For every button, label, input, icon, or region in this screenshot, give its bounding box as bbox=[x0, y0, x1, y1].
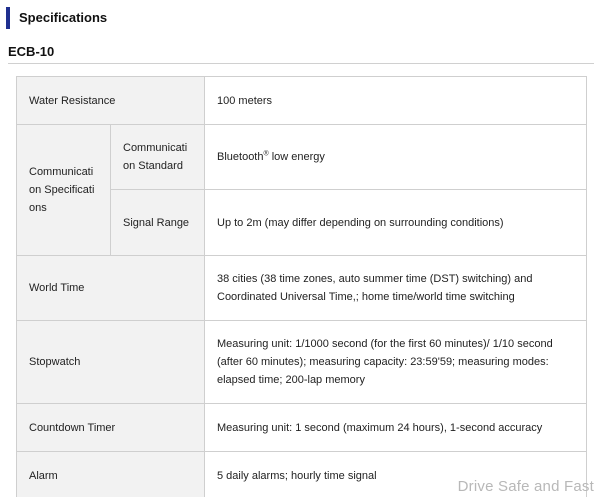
spec-value: 5 daily alarms; hourly time signal bbox=[205, 452, 587, 497]
spec-value-text: Bluetooth bbox=[217, 151, 264, 163]
spec-value: Measuring unit: 1/1000 second (for the first 60 minutes)/ 1/10 second (after 60 minutes); measuring capacity: 23:59'59; measuring modes: elapsed time; 200-lap memory bbox=[205, 321, 587, 404]
table-row bbox=[17, 404, 587, 452]
registered-mark: ® bbox=[263, 150, 269, 158]
spec-table bbox=[16, 76, 587, 497]
table-row bbox=[17, 77, 587, 125]
spec-value bbox=[205, 125, 587, 190]
watermark: Drive Safe and Fast bbox=[457, 478, 594, 495]
divider bbox=[8, 63, 594, 64]
spec-value: Up to 2m (may differ depending on surrounding conditions) bbox=[205, 190, 587, 256]
spec-label: Water Resistance bbox=[17, 77, 205, 125]
spec-label: Countdown Timer bbox=[17, 404, 205, 452]
spec-value: 100 meters bbox=[205, 77, 587, 125]
table-row bbox=[17, 321, 587, 404]
spec-value-text: low energy bbox=[268, 151, 325, 163]
spec-label: Alarm bbox=[17, 452, 205, 497]
spec-value: 38 cities (38 time zones, auto summer time (DST) switching) and Coordinated Universal Time,; home time/world time switching bbox=[205, 256, 587, 321]
section-title: Specifications bbox=[6, 7, 107, 29]
spec-sublabel: Signal Range bbox=[111, 190, 205, 256]
table-row bbox=[17, 125, 587, 190]
model-title: ECB-10 bbox=[8, 44, 55, 59]
spec-sublabel: Communication Standard bbox=[111, 125, 205, 190]
spec-label: Communication Specifications bbox=[17, 125, 111, 256]
table-row bbox=[17, 256, 587, 321]
spec-label: World Time bbox=[17, 256, 205, 321]
spec-label: Stopwatch bbox=[17, 321, 205, 404]
spec-value: Measuring unit: 1 second (maximum 24 hours), 1-second accuracy bbox=[205, 404, 587, 452]
